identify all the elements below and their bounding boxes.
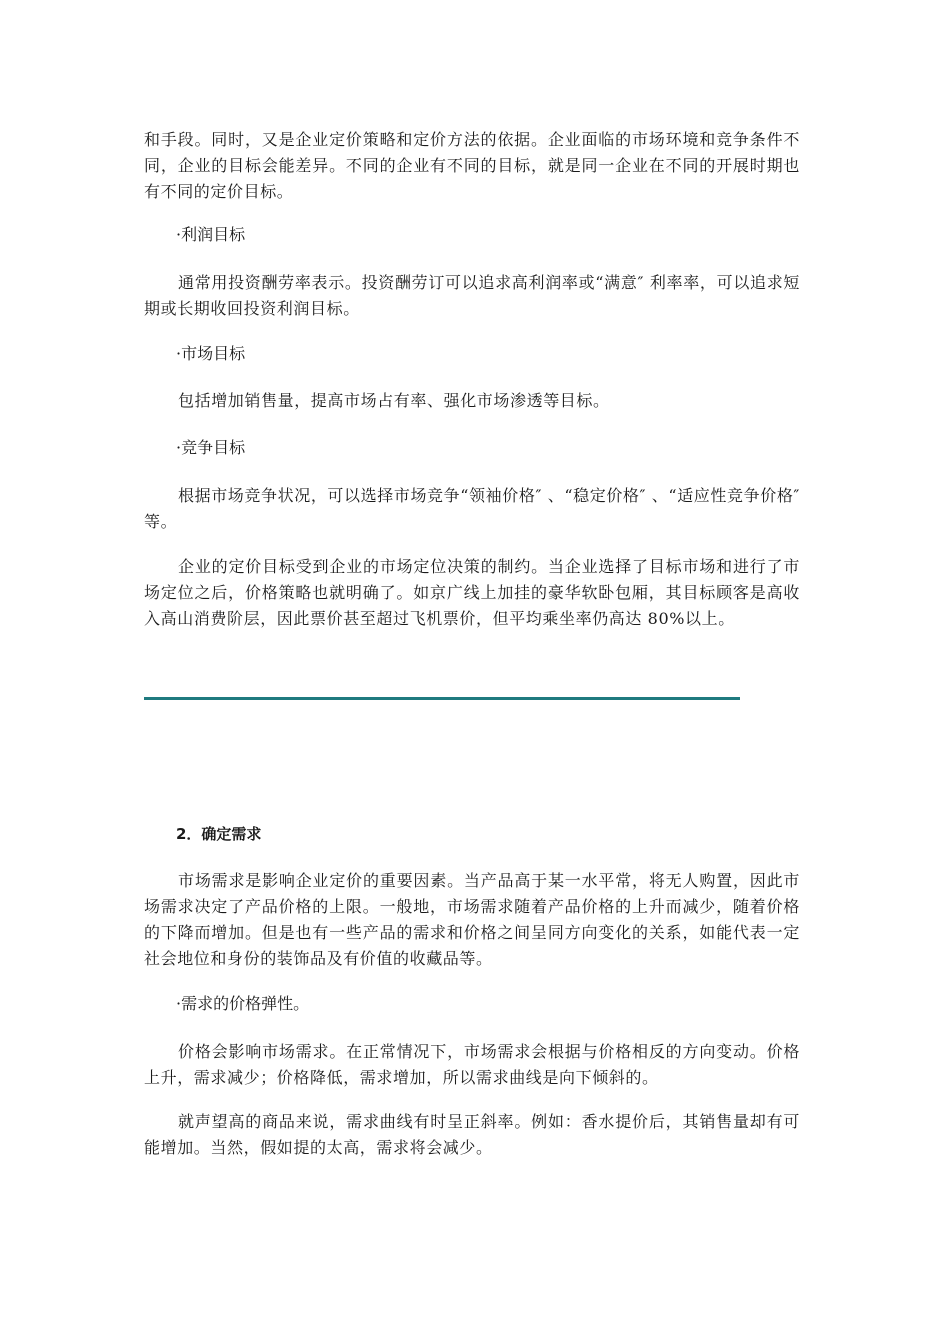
positioning-paragraph: 企业的定价目标受到企业的市场定位决策的制约。当企业选择了目标市场和进行了市场定位之后，价格策略也就明确了。如京广线上加挂的豪华软卧包厢，其目标顾客是高收入高山消费阶层，因此票价甚至超过飞机票价，但平均乘坐率仍高达 80%以上。: [144, 557, 800, 628]
section-heading-demand: 2．确定需求: [176, 825, 262, 843]
demand-paragraph: 市场需求是影响企业定价的重要因素。当产品高于某一水平常，将无人购置，因此市场需求决定了产品价格的上限。一般地，市场需求随着产品价格的上升而减少，随着价格的下降而增加。但是也有一些产品的需求和价格之间呈同方向变化的关系，如能代表一定社会地位和身份的装饰品及有价值的收藏品等。: [144, 871, 800, 968]
section-divider: [144, 697, 740, 700]
profit-target-paragraph: 通常用投资酬劳率表示。投资酬劳订可以追求高利润率或“满意″ 利率率，可以追求短期或长期收回投资利润目标。: [144, 273, 800, 318]
market-target-paragraph: 包括增加销售量，提高市场占有率、强化市场渗透等目标。: [178, 391, 610, 410]
elasticity-title: ·需求的价格弹性。: [176, 994, 310, 1013]
intro-paragraph: 和手段。同时，又是企业定价策略和定价方法的依据。企业面临的市场环境和竞争条件不同，企业的目标会能差异。不同的企业有不同的目标，就是同一企业在不同的开展时期也有不同的定价目标。: [144, 130, 800, 201]
competition-target-paragraph: 根据市场竞争状况，可以选择市场竞争“领袖价格″ 、“稳定价格″ 、“适应性竞争价格″ 等。: [144, 486, 800, 531]
profit-target-title: ·利润目标: [176, 225, 246, 244]
competition-target-title: ·竞争目标: [176, 438, 246, 457]
elasticity-paragraph: 价格会影响市场需求。在正常情况下，市场需求会根据与价格相反的方向变动。价格上升，需求减少；价格降低，需求增加，所以需求曲线是向下倾斜的。: [144, 1042, 800, 1087]
market-target-title: ·市场目标: [176, 344, 246, 363]
prestige-goods-paragraph: 就声望高的商品来说，需求曲线有时呈正斜率。例如：香水提价后，其销售量却有可能增加。当然，假如提的太高，需求将会减少。: [144, 1112, 800, 1157]
